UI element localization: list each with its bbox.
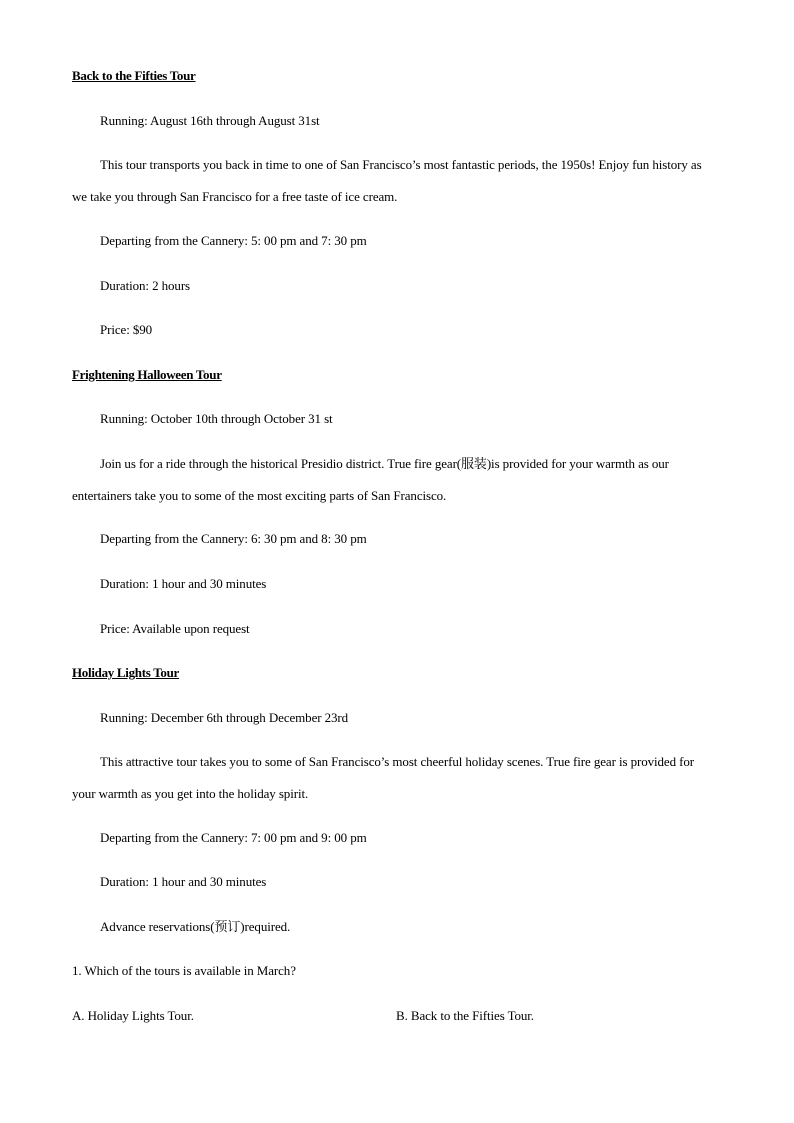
tour-2-title: Frightening Halloween Tour	[72, 367, 222, 382]
tour-1-title: Back to the Fifties Tour	[72, 68, 196, 83]
tour-1-departing: Departing from the Cannery: 5: 00 pm and 7: 30 pm	[100, 233, 367, 248]
tour-3-title: Holiday Lights Tour	[72, 665, 180, 680]
tour-3-duration: Duration: 1 hour and 30 minutes	[100, 874, 267, 889]
tour-2-duration: Duration: 1 hour and 30 minutes	[100, 576, 267, 591]
tour-3-departing: Departing from the Cannery: 7: 00 pm and 9: 00 pm	[100, 830, 367, 845]
tour-1-running: Running: August 16th through August 31st	[100, 113, 320, 128]
tour-2-price: Price: Available upon request	[100, 621, 250, 636]
tour-3-running: Running: December 6th through December 23rd	[100, 710, 349, 725]
tour-2-departing: Departing from the Cannery: 6: 30 pm and 8: 30 pm	[100, 531, 367, 546]
question-text: 1. Which of the tours is available in March?	[72, 963, 296, 978]
tour-1-duration: Duration: 2 hours	[100, 278, 191, 293]
option-a: A. Holiday Lights Tour.	[72, 1008, 194, 1023]
option-b: B. Back to the Fifties Tour.	[396, 1008, 534, 1023]
tour-1-price: Price: $90	[100, 322, 153, 337]
tour-3-reservation: Advance reservations(预订)required.	[100, 919, 291, 934]
tour-1-description: This tour transports you back in time to one of San Francisco’s most fantastic periods, the 1950s! Enjoy fun history as we take you through San Francisco for a free taste of ice cream.	[72, 157, 702, 204]
tour-3-description: This attractive tour takes you to some of San Francisco’s most cheerful holiday scenes. True fire gear is provided for your warmth as you get into the holiday spirit.	[72, 754, 694, 801]
tour-2-running: Running: October 10th through October 31 st	[100, 411, 333, 426]
tour-2-description: Join us for a ride through the historical Presidio district. True fire gear(服装)is provided for your warmth as our entertainers take you to some of the most exciting parts of San Francisco.	[72, 456, 669, 503]
